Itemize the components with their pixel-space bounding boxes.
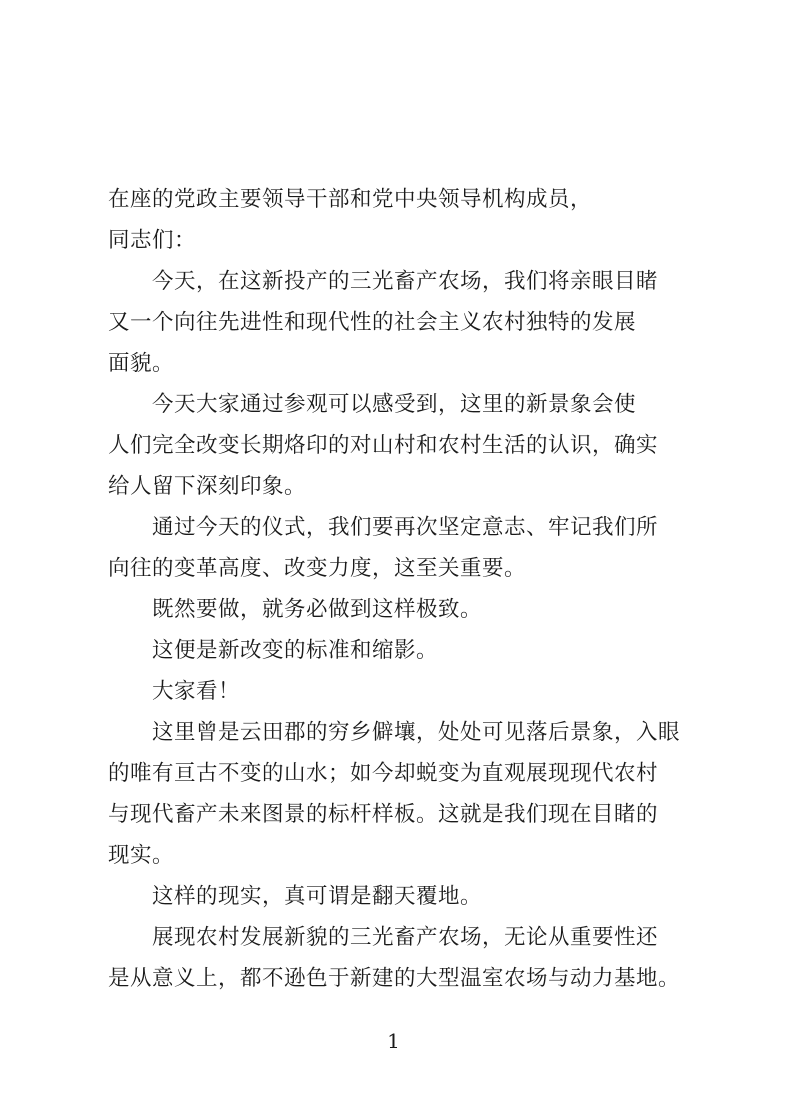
text-line: 这样的现实，真可谓是翻天覆地。 (152, 884, 483, 909)
page-number: 1 (387, 1029, 400, 1053)
text-line: 今天，在这新投产的三光畜产农场，我们将亲眼目睹 (152, 269, 659, 294)
text-line: 是从意义上，都不逊色于新建的大型温室农场与动力基地。 (108, 966, 681, 991)
text-line: 给人留下深刻印象。 (108, 474, 307, 499)
text-line: 今天大家通过参观可以感受到，这里的新景象会使 (152, 392, 637, 417)
text-line: 同志们： (108, 228, 197, 253)
text-line: 又一个向往先进性和现代性的社会主义农村独特的发展 (108, 310, 637, 335)
text-line: 通过今天的仪式，我们要再次坚定意志、牢记我们所 (152, 515, 659, 540)
text-line: 这里曾是云田郡的穷乡僻壤，处处可见落后景象，入眼 (152, 720, 681, 745)
text-line: 展现农村发展新貌的三光畜产农场，无论从重要性还 (152, 925, 659, 950)
text-line: 大家看！ (152, 679, 241, 704)
text-line: 这便是新改变的标准和缩影。 (152, 638, 439, 663)
speech-body (108, 179, 688, 999)
text-line: 现实。 (108, 843, 175, 868)
text-line: 人们完全改变长期烙印的对山村和农村生活的认识，确实 (108, 433, 659, 458)
text-line: 的唯有亘古不变的山水；如今却蜕变为直观展现现代农村 (108, 761, 659, 786)
text-line: 在座的党政主要领导干部和党中央领导机构成员， (108, 187, 593, 212)
text-line: 面貌。 (108, 351, 175, 376)
text-line: 既然要做，就务必做到这样极致。 (152, 597, 483, 622)
text-line: 与现代畜产未来图景的标杆样板。这就是我们现在目睹的 (108, 802, 659, 827)
text-line: 向往的变革高度、改变力度，这至关重要。 (108, 556, 527, 581)
